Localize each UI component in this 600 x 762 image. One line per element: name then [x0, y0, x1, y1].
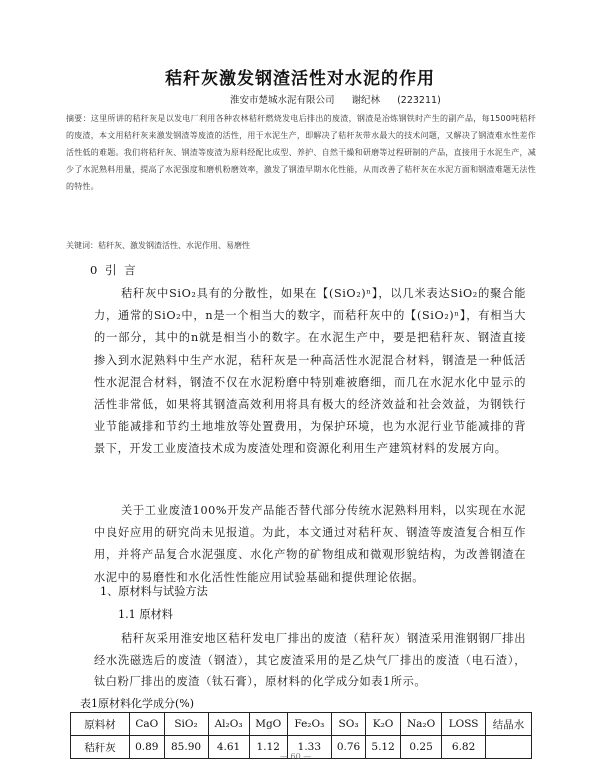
table-cell: 秸秆灰 [71, 736, 130, 759]
table-cell: 85.90 [164, 736, 208, 759]
section-heading-materials: 1、原材料与试验方法 [100, 585, 208, 598]
table-caption: 表1原材料化学成分(%) [80, 697, 195, 710]
page-number: — 60 — [280, 752, 312, 761]
table-header-cell: MgO [249, 713, 287, 736]
table-header-cell: Fe₂O₃ [287, 713, 331, 736]
postcode: (223211) [397, 95, 441, 106]
table-cell: 1.33 [287, 736, 331, 759]
paragraph-intro-1: 秸秆灰中SiO₂具有的分散性，如果在【(SiO₂)ⁿ】，以几米表达SiO₂的聚合能力，通常的SiO₂中，n是一个相当大的数字，而秸秆灰中的【(SiO₂)ⁿ】，有相当大的一部分，其中的n就是相当小的数字。在水泥生产中，要是把秸秆灰、钢渣直接掺入到水泥熟料中生产水泥，秸秆灰是一种高活性水泥混合材料，钢渣是一种低活性水泥混合材料，钢渣不仅在水泥粉磨中特别难被磨细，而几在水泥水化中显示的活性非常低，如果将其钢渣高效利用将具有极大的经济效益和社会效益，为钢铁行业节能减排和节约土地堆放等处置费用，为保护环境，也为水泥行业节能减排的背景下，开发工业废渣技术成为废渣处理和资源化利用生产建筑材料的发展方向。 [94, 287, 526, 456]
table-header-cell: 原料材 [71, 713, 130, 736]
table-cell: 0.76 [331, 736, 366, 759]
subsection-heading-raw-materials: 1.1 原材料 [118, 608, 173, 621]
table-header-cell: SO₃ [331, 713, 366, 736]
table-header-cell: SiO₂ [164, 713, 208, 736]
table-header-cell: LOSS [442, 713, 486, 736]
author-name: 谢纪林 [351, 95, 381, 106]
table-cell: 1.12 [249, 736, 287, 759]
affiliation: 淮安市楚城水泥有限公司 [230, 95, 335, 106]
paragraph-intro-2: 关于工业废渣100%开发产品能否替代部分传统水泥熟料用料，以实现在水泥中良好应用的研究尚未见报道。为此，本文通过对秸秆灰、钢渣等废渣复合相互作用，并将产品复合水泥强度、水化产物的矿物组成和微观形貌结构，为改善钢渣在水泥中的易磨性和水化活性性能应用试验基础和提供理论依据。 [94, 504, 526, 584]
table-header-row [71, 713, 532, 736]
table-header-cell: Na₂O [400, 713, 441, 736]
table-header-cell: 结晶水 [485, 713, 531, 736]
table-header-cell: CaO [130, 713, 165, 736]
section-heading-introduction: 0 引 言 [90, 263, 138, 277]
table-cell: 5.12 [366, 736, 401, 759]
keywords: 关键词：秸秆灰、激发钢渣活性、水泥作用、易磨性 [66, 241, 250, 250]
table-cell: 0.89 [130, 736, 165, 759]
table-header-cell: K₂O [366, 713, 401, 736]
table-cell: 4.61 [208, 736, 249, 759]
abstract: 摘要：这里所讲的秸秆灰是以发电厂利用各种农林秸秆燃烧发电后排出的废渣，钢渣是冶炼钢铁时产生的副产品，每1500吨秸秆的废渣，本文用秸秆灰来激发钢渣等废渣的活性，用于水泥生产，即解决了秸秆灰带水最大的技术问题，又解决了钢渣难水性差作活性低的难题。我们将秸秆灰、钢渣等废渣为原料经配比成型、养护、自然干燥和研磨等过程研制的产品，直接用于水泥生产，减少了水泥熟料用量，提高了水泥强度和磨机粉磨效率，激发了钢渣早期水化性能，从而改善了秸秆灰在水泥方面和钢渣难题无法性的特性。 [66, 114, 536, 191]
table-header-cell: Al₂O₃ [208, 713, 249, 736]
table-cell: 6.82 [442, 736, 486, 759]
paragraph-raw-materials: 秸秆灰采用淮安地区秸秆发电厂排出的废渣（秸秆灰）钢渣采用淮钢钢厂排出经水洗磁选后的废渣（钢渣），其它废渣采用的是乙炔气厂排出的废渣（电石渣），钛白粉厂排出的废渣（钛石膏），原材料的化学成分如表1所示。 [94, 632, 526, 688]
author-line [230, 92, 455, 106]
table-cell: 0.25 [400, 736, 441, 759]
table-cell [485, 736, 531, 759]
paper-title: 秸秆灰激发钢渣活性对水泥的作用 [165, 69, 435, 89]
